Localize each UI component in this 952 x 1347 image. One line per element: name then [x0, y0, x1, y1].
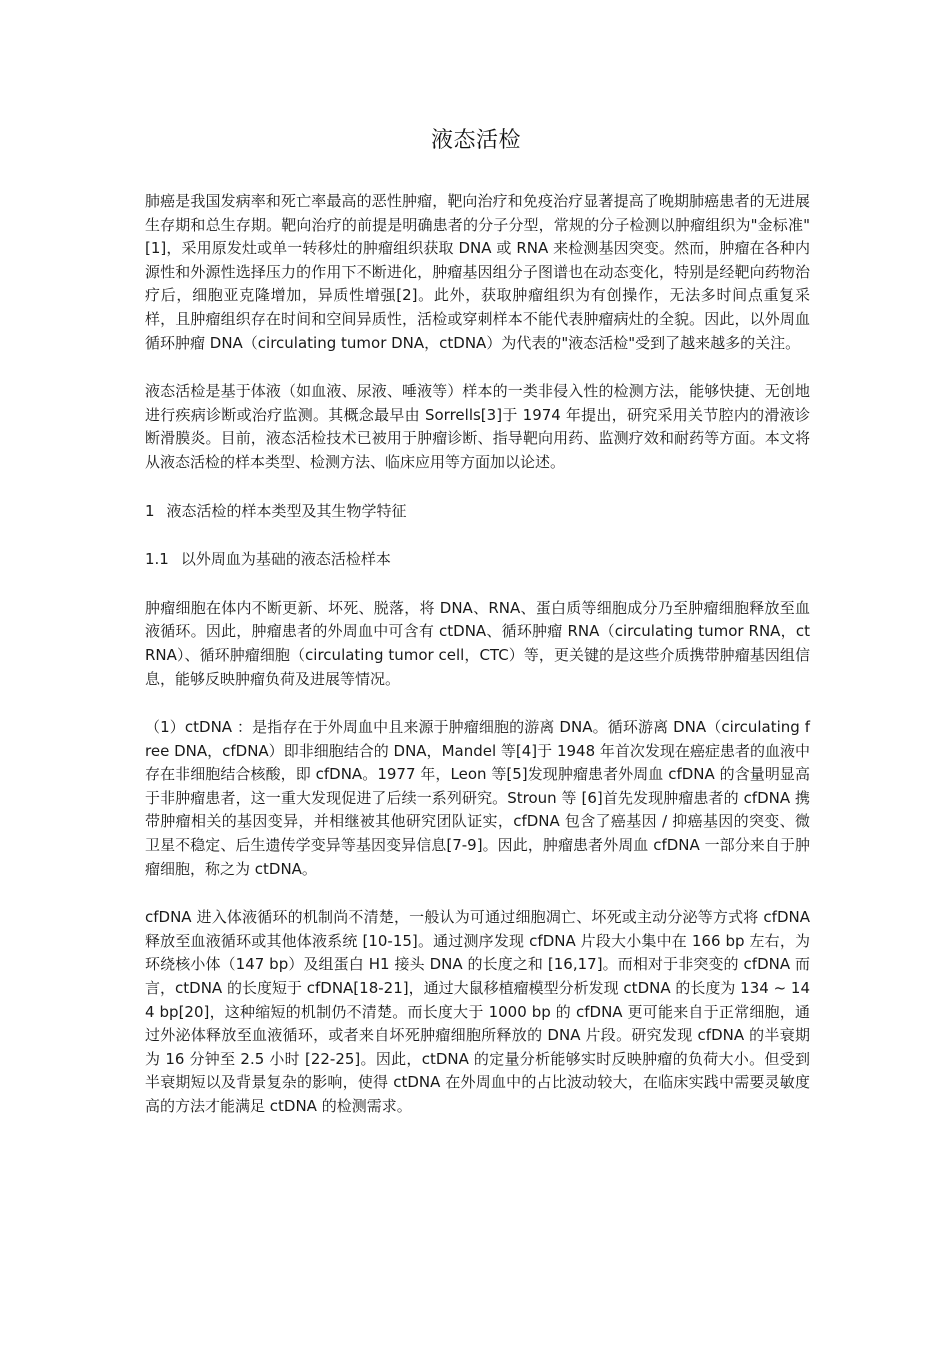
section-heading-1 — [145, 500, 810, 524]
section-title: 液态活检的样本类型及其生物学特征 — [166, 501, 407, 520]
section-number: 1 — [145, 501, 155, 520]
subsection-title: 以外周血为基础的液态活检样本 — [180, 550, 391, 569]
section-heading-1-1 — [145, 548, 810, 572]
paragraph-definition: 液态活检是基于体液（如血液、尿液、唾液等）样本的一类非侵入性的检测方法，能够快捷、无创地进行疾病诊断或治疗监测。其概念最早由 Sorrells[3]于 1974 年提出，研究采用关节腔内的滑液诊断滑膜炎。目前，液态活检技术已被用于肿瘤诊断、指导靶向用药、监测疗效和耐药等方面。本文将从液态活检的样本类型、检测方法、临床应用等方面加以论述。 — [145, 382, 810, 471]
paragraph-peripheral-blood: 肿瘤细胞在体内不断更新、坏死、脱落，将 DNA、RNA、蛋白质等细胞成分乃至肿瘤细胞释放至血液循环。因此，肿瘤患者的外周血中可含有 ctDNA、循环肿瘤 RNA（circulating tumor RNA，ctRNA）、循环肿瘤细胞（circulating tumor cell，CTC）等，更关键的是这些介质携带肿瘤基因组信息，能够反映肿瘤负荷及进展等情况。 — [145, 598, 810, 688]
subsection-number: 1.1 — [145, 550, 169, 569]
document-body — [145, 190, 810, 1144]
document-title: 液态活检 — [430, 128, 521, 153]
paragraph-cfdna: cfDNA 进入体液循环的机制尚不清楚，一般认为可通过细胞凋亡、坏死或主动分泌等方式将 cfDNA 释放至血液循环或其他体液系统 [10-15]。通过测序发现 cfDNA 片段大小集中在 166 bp 左右，为环绕核小体（147 bp）及组蛋白 H1 接头 DNA 的长度之和 [16,17]。而相对于非突变的 cfDNA 而言，ctDNA 的长度短于 cfDNA[18-21]，通过大鼠移植瘤模型分析发现 ctDNA 的长度为 134 ~ 144 bp[20]，这种缩短的机制仍不清楚。而长度大于 1000 bp 的 cfDNA 更可能来自于正常细胞，通过外泌体释放至血液循环，或者来自坏死肿瘤细胞所释放的 DNA 片段。研究发现 cfDNA 的半衰期为 16 分钟至 2.5 小时 [22-25]。因此，ctDNA 的定量分析能够实时反映肿瘤的负荷大小。但受到半衰期短以及背景复杂的影响，使得 ctDNA 在外周血中的占比波动较大，在临床实践中需要灵敏度高的方法才能满足 ctDNA 的检测需求。 — [145, 908, 810, 1115]
paragraph-intro: 肺癌是我国发病率和死亡率最高的恶性肿瘤，靶向治疗和免疫治疗显著提高了晚期肺癌患者的无进展生存期和总生存期。靶向治疗的前提是明确患者的分子分型，常规的分子检测以肿瘤组织为"金标准"[1]，采用原发灶或单一转移灶的肿瘤组织获取 DNA 或 RNA 来检测基因突变。然而，肿瘤在各种内源性和外源性选择压力的作用下不断进化，肿瘤基因组分子图谱也在动态变化，特别是经靶向药物治疗后，细胞亚克隆增加，异质性增强[2]。此外，获取肿瘤组织为有创操作，无法多时间点重复采样，且肿瘤组织存在时间和空间异质性，活检或穿刺样本不能代表肿瘤病灶的全貌。因此，以外周血循环肿瘤 DNA（circulating tumor DNA，ctDNA）为代表的"液态活检"受到了越来越多的关注。 — [145, 192, 810, 352]
paragraph-ctdna: （1）ctDNA ：是指存在于外周血中且来源于肿瘤细胞的游离 DNA。循环游离 DNA（circulating free DNA，cfDNA）即非细胞结合的 DNA，Mandel 等[4]于 1948 年首次发现在癌症患者的血液中存在非细胞结合核酸，即 cfDNA。1977 年，Leon 等[5]发现肿瘤患者外周血 cfDNA 的含量明显高于非肿瘤患者，这一重大发现促进了后续一系列研究。Stroun 等 [6]首先发现肿瘤患者的 cfDNA 携带肿瘤相关的基因变异，并相继被其他研究团队证实，cfDNA 包含了癌基因 / 抑癌基因的突变、微卫星不稳定、后生遗传学变异等基因变异信息[7-9]。因此，肿瘤患者外周血 cfDNA 一部分来自于肿瘤细胞，称之为 ctDNA。 — [145, 718, 810, 878]
